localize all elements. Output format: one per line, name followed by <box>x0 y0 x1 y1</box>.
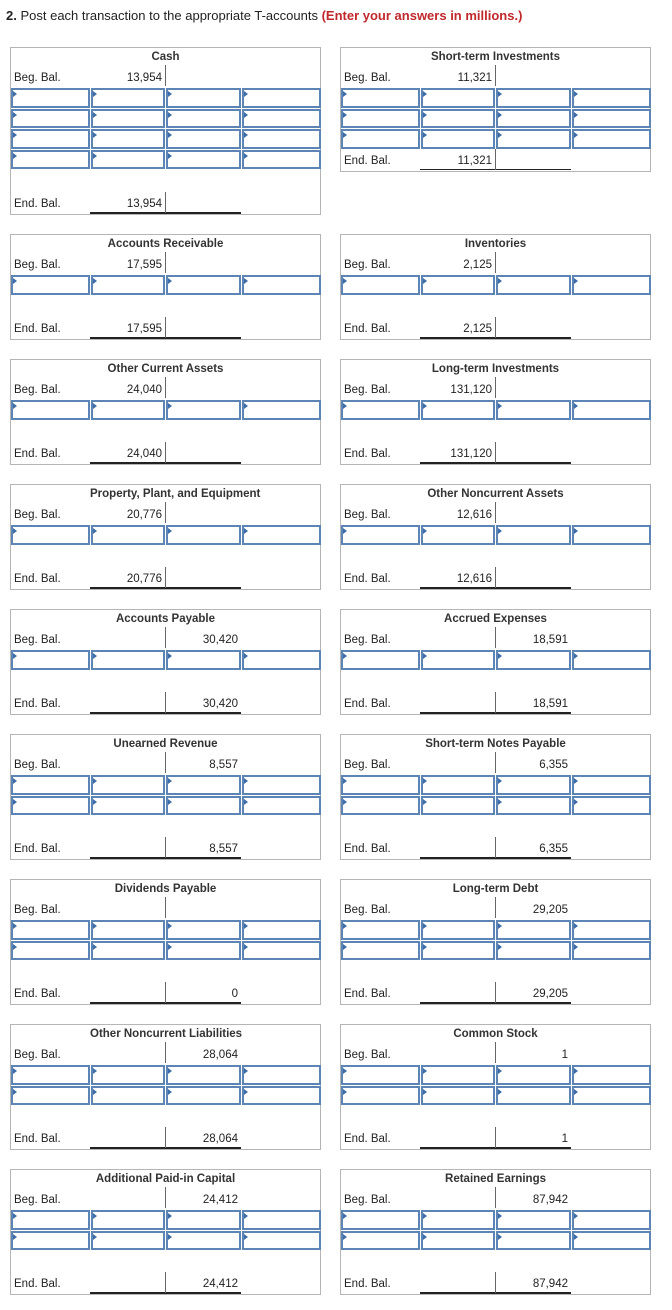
entry-field[interactable] <box>496 275 571 295</box>
entry-field[interactable] <box>572 525 651 545</box>
beg-bal-value: 24,040 <box>126 384 162 396</box>
end-bal-label: End. Bal. <box>344 843 391 855</box>
entry-field[interactable] <box>166 275 241 295</box>
entry-field[interactable] <box>421 1231 495 1251</box>
entry-field[interactable] <box>496 1210 571 1230</box>
end-bal-value: 24,040 <box>126 448 162 460</box>
t-divider <box>165 1127 166 1148</box>
entry-field[interactable] <box>91 941 165 961</box>
entry-field[interactable] <box>421 1210 495 1230</box>
entry-field[interactable] <box>91 1086 165 1106</box>
entry-field[interactable] <box>166 1086 241 1106</box>
entry-field[interactable] <box>341 109 420 129</box>
entry-field[interactable] <box>11 796 90 816</box>
end-bal-label: End. Bal. <box>14 698 61 710</box>
entry-field[interactable] <box>572 650 651 670</box>
entry-field[interactable] <box>572 129 651 149</box>
entry-field[interactable] <box>166 129 241 149</box>
entry-field[interactable] <box>11 1210 90 1230</box>
account-other-noncurrent-assets-title: Other Noncurrent Assets <box>427 488 564 500</box>
entry-field[interactable] <box>166 775 241 795</box>
account-long-term-debt-title: Long-term Debt <box>452 883 539 895</box>
entry-field[interactable] <box>242 941 321 961</box>
entry-field[interactable] <box>341 400 420 420</box>
entry-field[interactable] <box>242 275 321 295</box>
beg-bal-value: 13,954 <box>126 72 162 84</box>
end-bal-value: 29,205 <box>532 988 568 1000</box>
beg-bal-label: Beg. Bal. <box>14 634 61 646</box>
beg-bal-label: Beg. Bal. <box>14 904 61 916</box>
end-bal-label: End. Bal. <box>14 1278 61 1290</box>
entry-field[interactable] <box>242 1065 321 1085</box>
t-divider <box>165 252 166 273</box>
entry-field[interactable] <box>572 1210 651 1230</box>
beg-bal-value: 20,776 <box>126 509 162 521</box>
account-retained-earnings-title: Retained Earnings <box>445 1173 546 1185</box>
entry-field[interactable] <box>242 796 321 816</box>
end-bal-value: 6,355 <box>539 843 568 855</box>
entry-field[interactable] <box>91 1231 165 1251</box>
entry-field[interactable] <box>91 525 165 545</box>
beg-bal-label: Beg. Bal. <box>344 1194 391 1206</box>
entry-field[interactable] <box>496 650 571 670</box>
t-divider <box>495 252 496 273</box>
entry-field[interactable] <box>91 275 165 295</box>
beg-bal-label: Beg. Bal. <box>344 904 391 916</box>
entry-field[interactable] <box>242 400 321 420</box>
beg-bal-value: 29,205 <box>532 904 568 916</box>
beg-bal-value: 28,064 <box>202 1049 238 1061</box>
entry-field[interactable] <box>242 1231 321 1251</box>
entry-field[interactable] <box>166 796 241 816</box>
entry-field[interactable] <box>242 650 321 670</box>
beg-bal-value: 2,125 <box>463 259 492 271</box>
end-bal-label: End. Bal. <box>14 1133 61 1145</box>
entry-field[interactable] <box>11 109 90 129</box>
entry-field[interactable] <box>421 1086 495 1106</box>
entry-field[interactable] <box>91 650 165 670</box>
entry-field[interactable] <box>421 941 495 961</box>
beg-bal-label: Beg. Bal. <box>14 384 61 396</box>
entry-field[interactable] <box>166 1065 241 1085</box>
end-bal-value: 30,420 <box>202 698 238 710</box>
account-unearned-revenue-title: Unearned Revenue <box>113 738 218 750</box>
account-other-current-assets-title: Other Current Assets <box>107 363 224 375</box>
end-bal-label: End. Bal. <box>14 573 61 585</box>
entry-field[interactable] <box>421 650 495 670</box>
entry-field[interactable] <box>421 275 495 295</box>
account-common-stock-title: Common Stock <box>453 1028 538 1040</box>
entry-field[interactable] <box>341 525 420 545</box>
account-accounts-receivable-title: Accounts Receivable <box>107 238 224 250</box>
entry-field[interactable] <box>11 150 90 170</box>
entry-field[interactable] <box>91 150 165 170</box>
entry-field[interactable] <box>341 796 420 816</box>
entry-field[interactable] <box>421 525 495 545</box>
end-bal-value: 87,942 <box>532 1278 568 1290</box>
entry-field[interactable] <box>572 88 651 108</box>
entry-field[interactable] <box>341 941 420 961</box>
instruction-header <box>6 8 522 23</box>
entry-field[interactable] <box>421 1065 495 1085</box>
t-divider <box>495 502 496 523</box>
beg-bal-value: 24,412 <box>202 1194 238 1206</box>
t-divider <box>165 192 166 213</box>
entry-field[interactable] <box>166 150 241 170</box>
entry-field[interactable] <box>11 525 90 545</box>
t-divider <box>495 692 496 713</box>
entry-field[interactable] <box>11 1231 90 1251</box>
entry-field[interactable] <box>572 109 651 129</box>
end-bal-value: 0 <box>231 988 238 1000</box>
end-bal-label: End. Bal. <box>344 698 391 710</box>
account-inventories-title: Inventories <box>464 238 527 250</box>
entry-field[interactable] <box>341 650 420 670</box>
beg-bal-label: Beg. Bal. <box>344 634 391 646</box>
t-divider <box>495 317 496 338</box>
beg-bal-value: 131,120 <box>450 384 492 396</box>
entry-field[interactable] <box>341 88 420 108</box>
end-bal-value: 12,616 <box>456 573 492 585</box>
entry-field[interactable] <box>242 1086 321 1106</box>
entry-field[interactable] <box>572 775 651 795</box>
end-bal-value: 11,321 <box>457 154 492 167</box>
end-bal-label: End. Bal. <box>344 323 391 335</box>
entry-field[interactable] <box>572 920 651 940</box>
entry-field[interactable] <box>341 1086 420 1106</box>
entry-field[interactable] <box>341 129 420 149</box>
entry-field[interactable] <box>91 400 165 420</box>
entry-field[interactable] <box>496 941 571 961</box>
entry-field[interactable] <box>91 796 165 816</box>
beg-bal-value: 11,321 <box>457 72 492 84</box>
beg-bal-value: 6,355 <box>539 759 568 771</box>
t-divider <box>495 442 496 463</box>
entry-field[interactable] <box>496 1065 571 1085</box>
t-divider <box>495 1127 496 1148</box>
entry-field[interactable] <box>572 796 651 816</box>
beg-bal-label: Beg. Bal. <box>344 1049 391 1061</box>
beg-bal-label: Beg. Bal. <box>14 759 61 771</box>
entry-field[interactable] <box>242 1210 321 1230</box>
beg-bal-label: Beg. Bal. <box>14 259 61 271</box>
entry-field[interactable] <box>166 1210 241 1230</box>
end-bal-label: End. Bal. <box>344 1278 391 1290</box>
entry-field[interactable] <box>572 1086 651 1106</box>
entry-field[interactable] <box>496 796 571 816</box>
account-short-term-investments-title: Short-term Investments <box>430 51 561 63</box>
t-divider <box>495 377 496 398</box>
t-divider <box>165 982 166 1003</box>
entry-field[interactable] <box>242 920 321 940</box>
entry-field[interactable] <box>496 525 571 545</box>
entry-field[interactable] <box>11 88 90 108</box>
t-divider <box>165 692 166 713</box>
entry-field[interactable] <box>242 775 321 795</box>
end-bal-value: 13,954 <box>126 198 162 210</box>
entry-field[interactable] <box>11 775 90 795</box>
beg-bal-label: Beg. Bal. <box>344 509 391 521</box>
t-divider <box>495 1272 496 1293</box>
end-bal-label: End. Bal. <box>344 573 391 585</box>
entry-field[interactable] <box>91 109 165 129</box>
end-bal-value: 1 <box>561 1133 568 1145</box>
entry-field[interactable] <box>341 920 420 940</box>
t-divider <box>165 317 166 338</box>
entry-field[interactable] <box>421 129 495 149</box>
beg-bal-value: 18,591 <box>532 634 568 646</box>
entry-field[interactable] <box>496 920 571 940</box>
entry-field[interactable] <box>572 1065 651 1085</box>
account-additional-paid-in-capital-title: Additional Paid-in Capital <box>95 1173 236 1185</box>
beg-bal-value: 17,595 <box>126 259 162 271</box>
beg-bal-value: 12,616 <box>456 509 492 521</box>
beg-bal-label: Beg. Bal. <box>14 1049 61 1061</box>
beg-bal-label: Beg. Bal. <box>344 259 391 271</box>
entry-field[interactable] <box>166 941 241 961</box>
account-property-plant-and-equipment-title: Property, Plant, and Equipment <box>90 488 261 500</box>
entry-field[interactable] <box>496 775 571 795</box>
entry-field[interactable] <box>572 1231 651 1251</box>
entry-field[interactable] <box>91 775 165 795</box>
t-divider <box>495 567 496 588</box>
entry-field[interactable] <box>496 109 571 129</box>
account-accounts-payable-title: Accounts Payable <box>115 613 216 625</box>
entry-field[interactable] <box>242 109 321 129</box>
end-bal-label: End. Bal. <box>344 988 391 1000</box>
entry-field[interactable] <box>11 129 90 149</box>
beg-bal-value: 1 <box>561 1049 568 1061</box>
entry-field[interactable] <box>91 1210 165 1230</box>
end-bal-label: End. Bal. <box>344 1133 391 1145</box>
t-divider <box>165 837 166 858</box>
entry-field[interactable] <box>166 1231 241 1251</box>
t-divider <box>165 377 166 398</box>
end-bal-label: End. Bal. <box>14 988 61 1000</box>
end-bal-label: End. Bal. <box>14 448 61 460</box>
entry-field[interactable] <box>496 400 571 420</box>
beg-bal-label: Beg. Bal. <box>344 72 391 84</box>
entry-field[interactable] <box>91 1065 165 1085</box>
beg-bal-label: Beg. Bal. <box>14 1194 61 1206</box>
beg-bal-value: 30,420 <box>202 634 238 646</box>
end-bal-label: End. Bal. <box>14 323 61 335</box>
beg-bal-value: 8,557 <box>209 759 238 771</box>
entry-field[interactable] <box>166 400 241 420</box>
end-bal-label: End. Bal. <box>344 154 391 167</box>
entry-field[interactable] <box>11 1065 90 1085</box>
entry-field[interactable] <box>496 1086 571 1106</box>
entry-field[interactable] <box>242 88 321 108</box>
end-bal-value: 18,591 <box>532 698 568 710</box>
entry-field[interactable] <box>572 941 651 961</box>
question-number: 2. <box>6 8 17 23</box>
entry-field[interactable] <box>341 1231 420 1251</box>
entry-field[interactable] <box>11 920 90 940</box>
account-dividends-payable-title: Dividends Payable <box>114 883 217 895</box>
entry-field[interactable] <box>421 775 495 795</box>
t-divider <box>495 837 496 858</box>
beg-bal-label: Beg. Bal. <box>14 72 61 84</box>
entry-field[interactable] <box>242 129 321 149</box>
entry-field[interactable] <box>341 1210 420 1230</box>
entry-field[interactable] <box>421 920 495 940</box>
account-accrued-expenses-title: Accrued Expenses <box>444 613 547 625</box>
beg-bal-label: Beg. Bal. <box>344 384 391 396</box>
entry-field[interactable] <box>166 650 241 670</box>
end-bal-value: 131,120 <box>450 448 492 460</box>
question-text: Post each transaction to the appropriate T-accounts <box>20 8 318 23</box>
end-bal-value: 8,557 <box>209 843 238 855</box>
entry-field[interactable] <box>166 109 241 129</box>
end-bal-value: 17,595 <box>126 323 162 335</box>
t-divider <box>165 65 166 86</box>
beg-bal-value: 87,942 <box>532 1194 568 1206</box>
entry-field[interactable] <box>572 400 651 420</box>
entry-field[interactable] <box>421 796 495 816</box>
t-divider <box>165 442 166 463</box>
end-bal-label: End. Bal. <box>14 198 61 210</box>
t-divider <box>165 897 166 918</box>
account-other-noncurrent-liabilities-title: Other Noncurrent Liabilities <box>90 1028 243 1040</box>
beg-bal-label: Beg. Bal. <box>14 509 61 521</box>
entry-field[interactable] <box>341 275 420 295</box>
entry-field[interactable] <box>496 1231 571 1251</box>
entry-field[interactable] <box>166 525 241 545</box>
t-divider <box>165 502 166 523</box>
entry-field[interactable] <box>572 275 651 295</box>
entry-field[interactable] <box>242 150 321 170</box>
entry-field[interactable] <box>91 920 165 940</box>
entry-field[interactable] <box>11 1086 90 1106</box>
end-bal-value: 24,412 <box>202 1278 238 1290</box>
answer-note: (Enter your answers in millions.) <box>321 8 523 23</box>
entry-field[interactable] <box>242 525 321 545</box>
entry-field[interactable] <box>341 1065 420 1085</box>
entry-field[interactable] <box>11 275 90 295</box>
entry-field[interactable] <box>421 88 495 108</box>
entry-field[interactable] <box>421 109 495 129</box>
t-divider <box>495 149 496 170</box>
account-short-term-notes-payable-title: Short-term Notes Payable <box>425 738 566 750</box>
t-divider <box>495 65 496 86</box>
end-bal-value: 20,776 <box>126 573 162 585</box>
end-bal-value: 2,125 <box>463 323 492 335</box>
end-bal-label: End. Bal. <box>344 448 391 460</box>
entry-field[interactable] <box>341 775 420 795</box>
entry-field[interactable] <box>421 400 495 420</box>
account-cash-title: Cash <box>151 51 180 63</box>
entry-field[interactable] <box>166 920 241 940</box>
t-divider <box>165 567 166 588</box>
beg-bal-label: Beg. Bal. <box>344 759 391 771</box>
entry-field[interactable] <box>91 88 165 108</box>
entry-field[interactable] <box>496 129 571 149</box>
entry-field[interactable] <box>496 88 571 108</box>
account-long-term-investments-title: Long-term Investments <box>431 363 560 375</box>
entry-field[interactable] <box>166 88 241 108</box>
end-bal-value: 28,064 <box>202 1133 238 1145</box>
end-bal-label: End. Bal. <box>14 843 61 855</box>
entry-field[interactable] <box>11 650 90 670</box>
entry-field[interactable] <box>11 941 90 961</box>
entry-field[interactable] <box>91 129 165 149</box>
t-divider <box>165 1272 166 1293</box>
t-divider <box>495 982 496 1003</box>
entry-field[interactable] <box>11 400 90 420</box>
